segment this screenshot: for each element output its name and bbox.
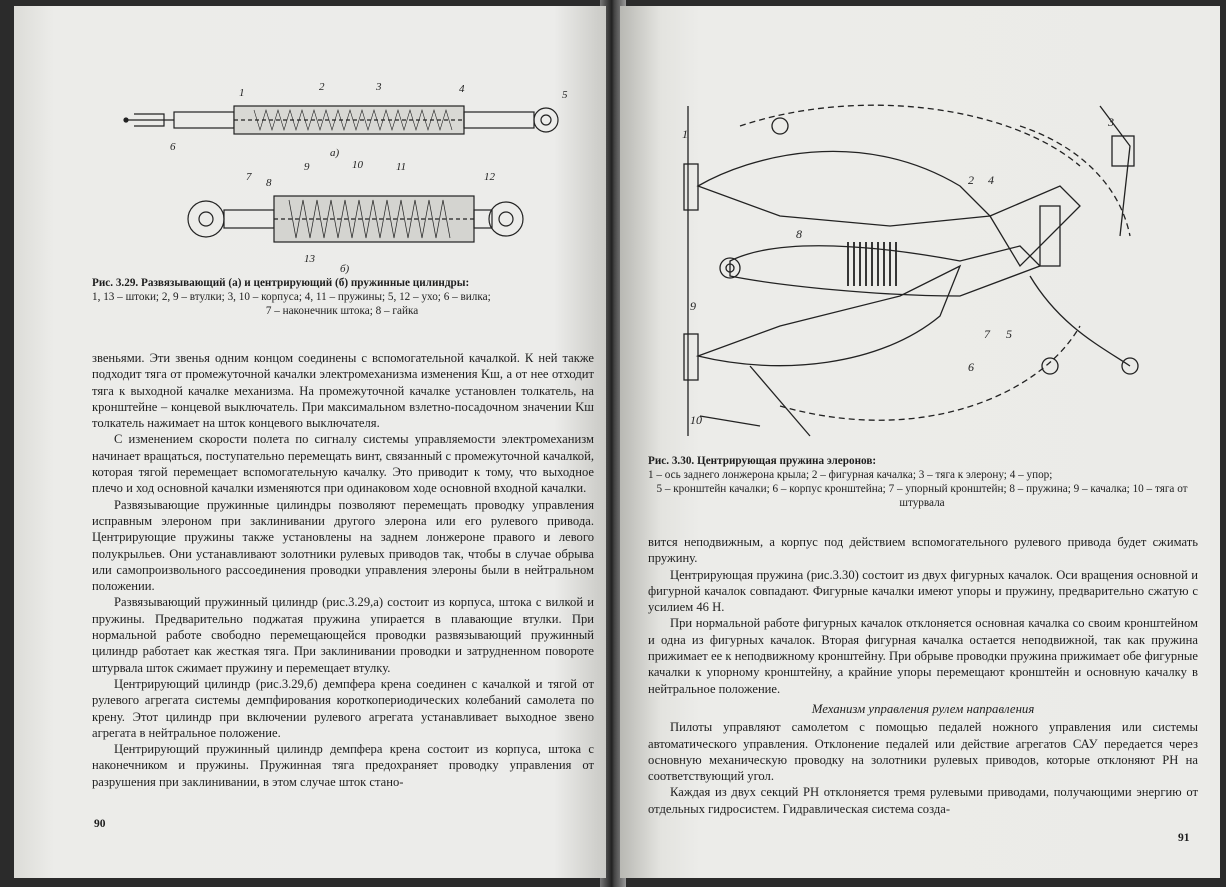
paragraph: Развязывающие пружинные цилиндры позволяют перемещать проводку управления исправным элероном при заклинивании другого элерона или его рулевого привода. Центрирующие пружины также установлены на заднем лонжероне правого и левого полукрыльев. Они устанавливают золотники рулевых приводов так, чтобы в случае обрыва или самопроизвольного рассоединения проводки управления элероны были в нейтральном положении. xyxy=(92,497,594,594)
paragraph: вится неподвижным, а корпус под действием вспомогательного рулевого привода будет сжимать пружину. xyxy=(648,535,1198,566)
label-6: 6 xyxy=(968,360,974,374)
figure-3-30 xyxy=(660,66,1180,451)
page-number-left: 90 xyxy=(94,818,106,830)
label-a-5: 5 xyxy=(562,89,568,101)
figure-3-30-caption xyxy=(648,454,1196,510)
right-body-text xyxy=(648,534,1198,817)
paragraph: Центрирующая пружина (рис.3.30) состоит из двух фигурных качалок. Оси вращения основной и фигурной качалок совпадают. Фигурные качалки имеют упоры и пружину, предварительно сжатую с усилием 46 Н. xyxy=(648,567,1198,615)
label-b-11: 11 xyxy=(396,161,407,173)
sub-label-b: б) xyxy=(340,263,350,275)
label-2: 2 xyxy=(968,173,974,187)
label-1: 1 xyxy=(682,127,688,141)
caption-line-1: 1, 13 – штоки; 2, 9 – втулки; 3, 10 – корпуса; 4, 11 – пружины; 5, 12 – ухо; 6 – вилка; xyxy=(92,291,491,303)
sub-label-a: а) xyxy=(330,147,340,159)
label-10: 10 xyxy=(690,413,702,427)
label-a-1: 1 xyxy=(239,87,245,99)
paragraph: Центрирующий пружинный цилиндр демпфера крена состоит из корпуса, штока с наконечником и пружины. Пружинная тяга предохраняет проводку управления от разрушения при заклинивании, в этом случае шток стано- xyxy=(92,742,594,789)
caption-line-2: 7 – наконечник штока; 8 – гайка xyxy=(265,305,419,317)
label-b-9: 9 xyxy=(304,161,310,173)
page-number-right: 91 xyxy=(1178,832,1190,844)
paragraph: звеньями. Эти звенья одним концом соединены с вспомогательной качалкой. К ней также подходит тяга от промежуточной качалки электромеханизма изменения Kш, а от нее отходит тяга к выходной качалке механизма. На промежуточной качалке установлен толкатель, на кронштейне – концевой выключатель. При максимальном взлетно-посадочном значении Kш толкатель нажимает на шток концевого выключателя. xyxy=(92,351,594,431)
right-page xyxy=(620,6,1220,878)
left-body-text xyxy=(92,350,594,790)
label-b-13: 13 xyxy=(304,253,315,265)
figure-3-29-caption xyxy=(92,276,592,318)
label-a-2: 2 xyxy=(319,81,325,93)
label-5: 5 xyxy=(1006,327,1012,341)
caption-title: Рис. 3.30. Центрирующая пружина элеронов: xyxy=(648,455,877,467)
paragraph: При нормальной работе фигурных качалок отклоняется основная качалка со своим кронштейном и одна из фигурных качалок. Вторая фигурная качалка остается неподвижной, так как пружина прижимает ее к неподвижному кронштейну. При обрыве проводки пружина прижимает обе фигурные качалки к упорному кронштейну, а крайние упоры перемещают кронштейн и основную качалку в нейтральное положение. xyxy=(648,616,1198,696)
paragraph: Пилоты управляют самолетом с помощью педалей ножного управления или системы автоматического управления. Отклонение педалей или действие агрегатов САУ передается через основную механическую проводку на золотники рулевых приводов, которые отклоняют РН на соответствующий угол. xyxy=(648,720,1198,784)
label-a-4: 4 xyxy=(459,83,465,95)
label-b-10: 10 xyxy=(352,159,363,171)
caption-line-2: 5 – кронштейн качалки; 6 – корпус кронштейна; 7 – упорный кронштейн; 8 – пружина; 9 – качалка; 10 – тяга от штурвала xyxy=(656,483,1188,509)
label-b-7: 7 xyxy=(246,171,252,183)
caption-line-1: 1 – ось заднего лонжерона крыла; 2 – фигурная качалка; 3 – тяга к элерону; 4 – упор; xyxy=(648,469,1053,481)
paragraph: С изменением скорости полета по сигналу системы управляемости электромеханизм начинает вращаться, поступательно перемещать винт, связанный с промежуточной качалкой, которая тягой перемещает вспомогательную качалку. Это приводит к тому, что выходное плечо и ход основной качалки изменяются при одинаковом ходе основной входной качалки. xyxy=(92,432,594,496)
caption-title: Рис. 3.29. Развязывающий (а) и центрирующий (б) пружинные цилиндры: xyxy=(92,277,470,289)
label-b-8: 8 xyxy=(266,177,272,189)
label-7: 7 xyxy=(984,327,990,341)
label-a-6: 6 xyxy=(170,141,176,153)
label-a-3: 3 xyxy=(376,81,382,93)
figure-3-29 xyxy=(114,76,574,276)
label-b-12: 12 xyxy=(484,171,495,183)
paragraph: Развязывающий пружинный цилиндр (рис.3.29,а) состоит из корпуса, штока с вилкой и пружины. Предварительно поджатая пружина упирается в плавающие втулки. При нормальной работе свободно перемещающейся проводки развязывающий пружинный цилиндр работает как жесткая тяга. При заклинивании проводки и затрудненном повороте штурвала шток сжимает пружину и перемещает втулку. xyxy=(92,595,594,675)
section-heading: Механизм управления рулем направления xyxy=(811,701,1035,716)
label-8: 8 xyxy=(796,227,802,241)
label-3: 3 xyxy=(1108,115,1114,129)
label-4: 4 xyxy=(988,173,994,187)
left-page xyxy=(14,6,606,878)
paragraph: Центрирующий цилиндр (рис.3.29,б) демпфера крена соединен с качалкой и тягой от рулевого агрегата системы демпфирования короткопериодических колебаний самолета по крену. Этот цилиндр при включении рулевого агрегата устанавливает выходное звено агрегата в нейтральное положение. xyxy=(92,676,594,740)
paragraph: Каждая из двух секций РН отклоняется тремя рулевыми приводами, получающими энергию от отдельных гидросистем. Гидравлическая система созда- xyxy=(648,785,1198,816)
label-9: 9 xyxy=(690,299,696,313)
